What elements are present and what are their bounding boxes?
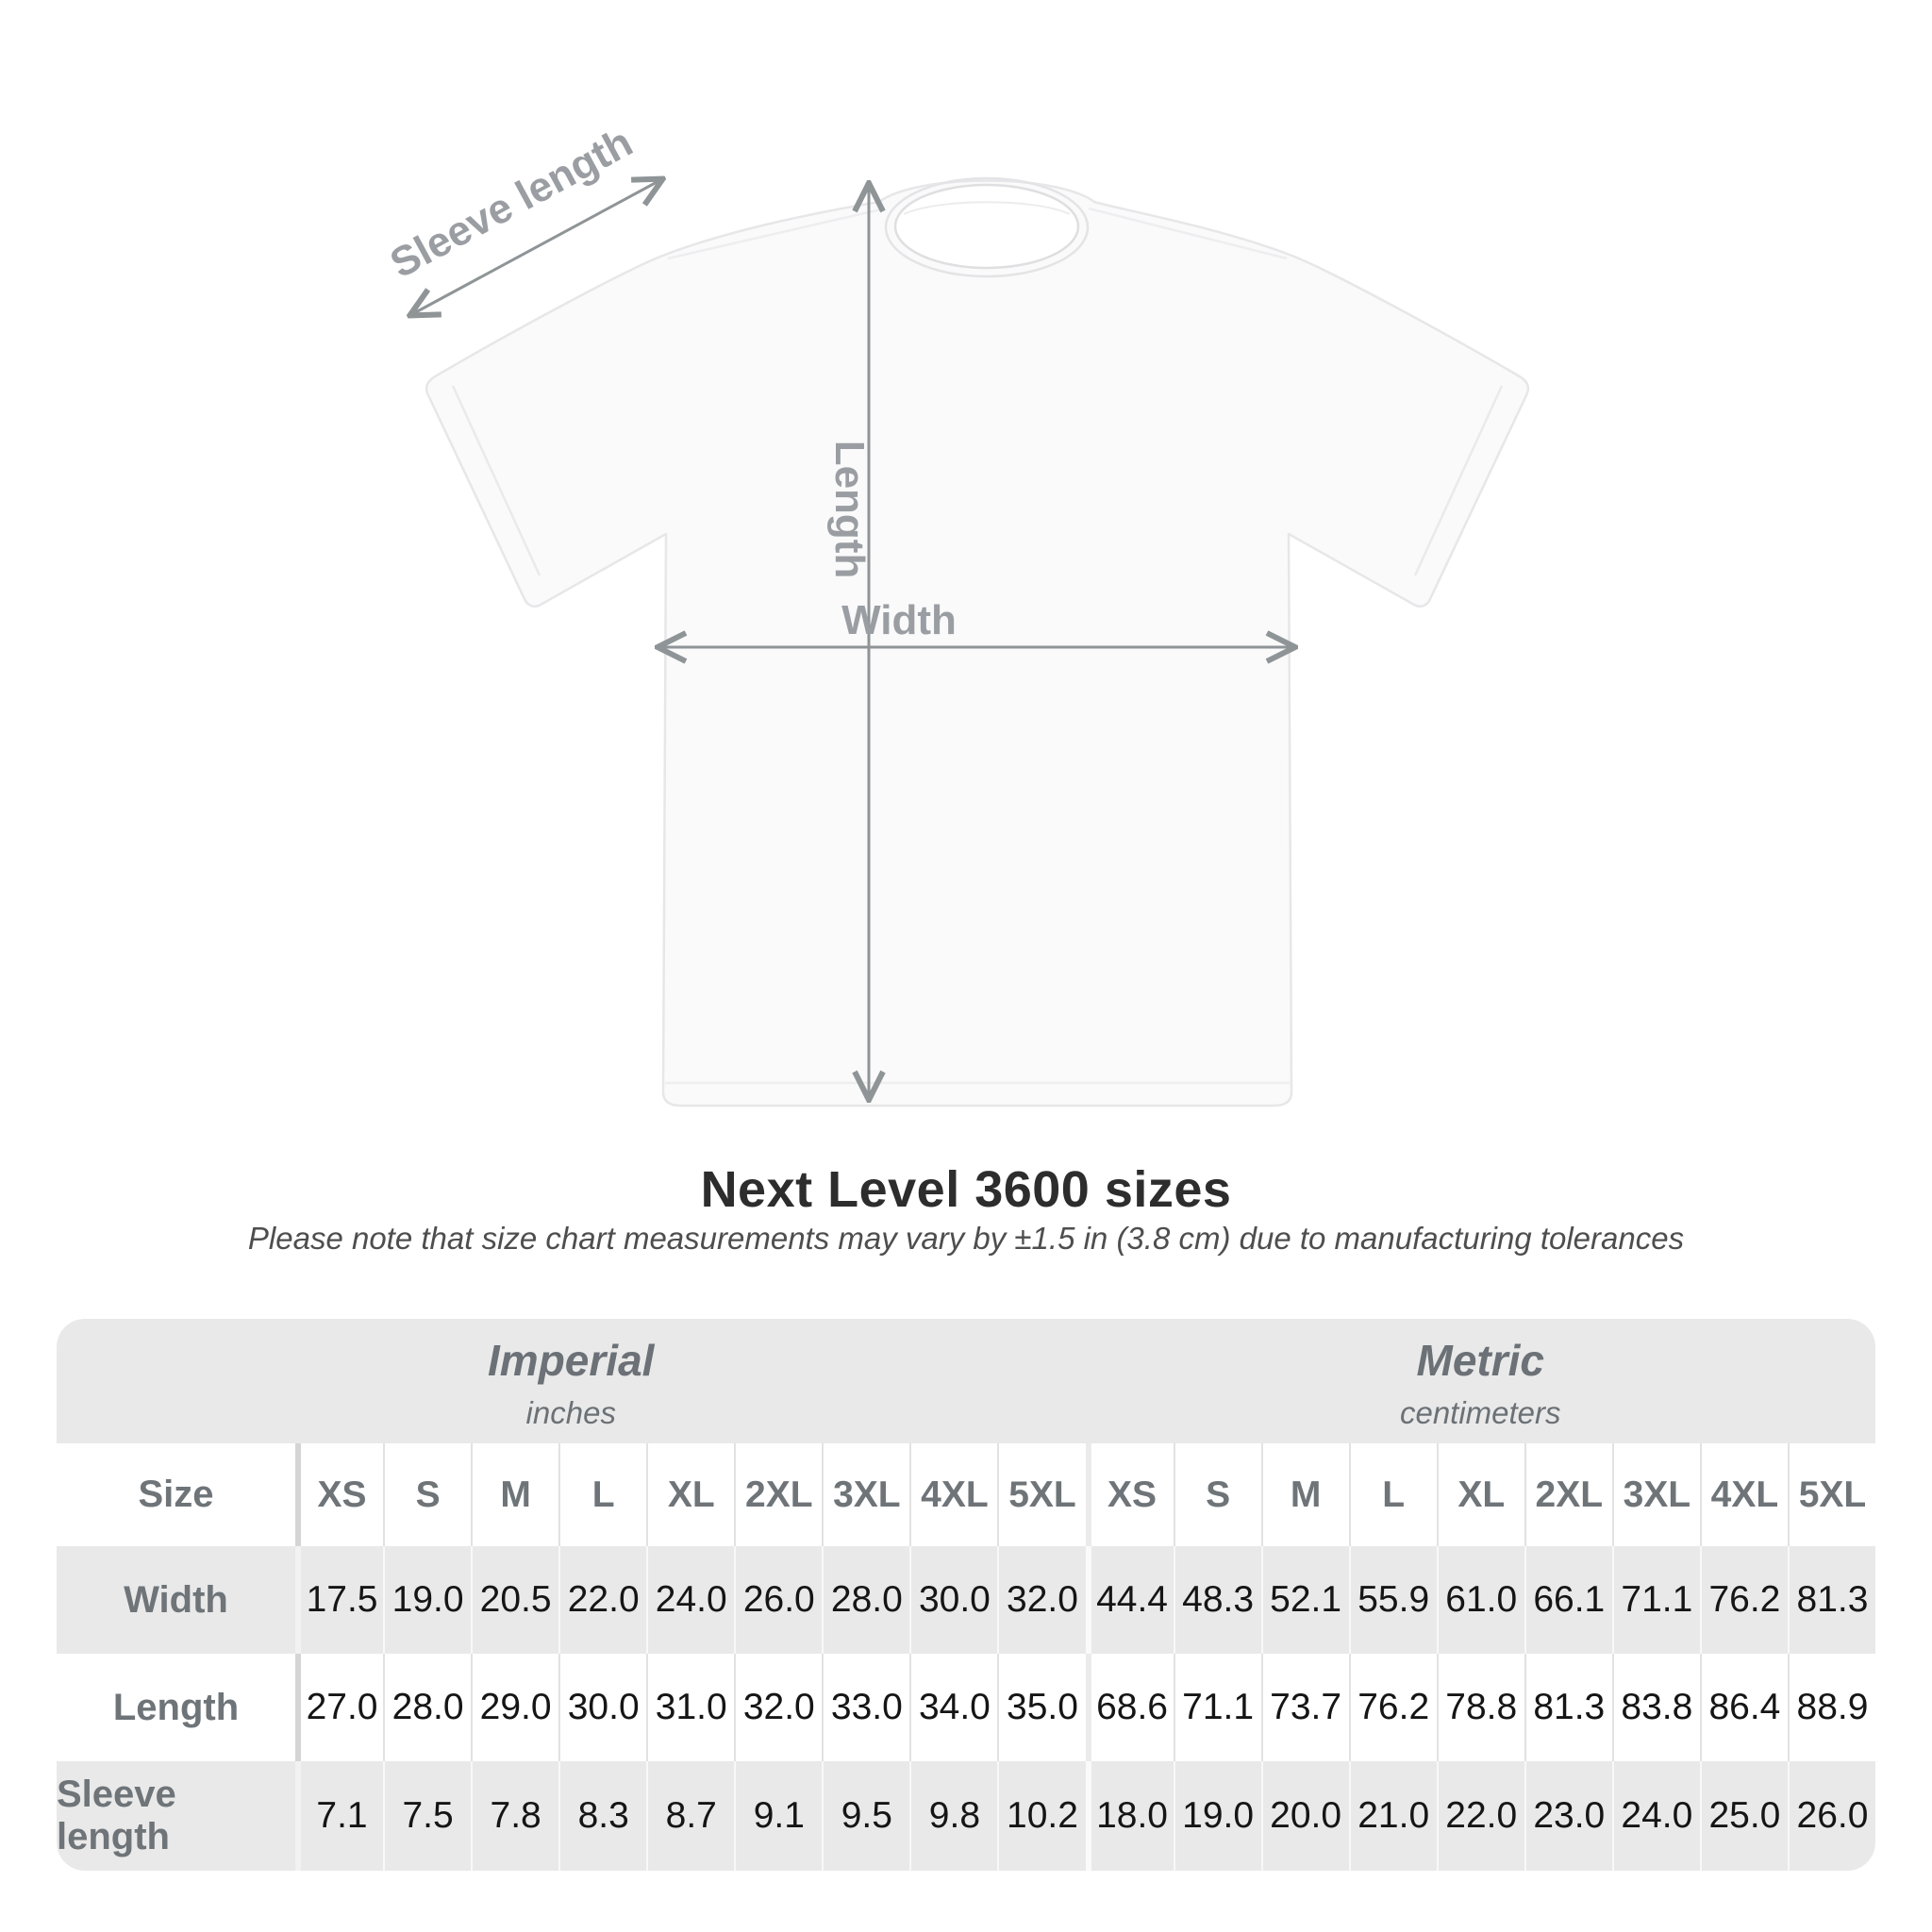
size-col-header: XS <box>295 1443 383 1546</box>
measurement-cell: 8.7 <box>646 1761 734 1871</box>
measurement-cell: 23.0 <box>1524 1761 1612 1871</box>
measurement-cell: 32.0 <box>997 1546 1085 1654</box>
measurement-cell: 66.1 <box>1524 1546 1612 1654</box>
measurement-cell: 88.9 <box>1788 1654 1875 1761</box>
measurement-cell: 19.0 <box>383 1546 471 1654</box>
measurement-cell: 35.0 <box>997 1654 1085 1761</box>
measurement-cell: 18.0 <box>1086 1761 1174 1871</box>
measurement-cell: 30.0 <box>909 1546 997 1654</box>
size-col-header: L <box>558 1443 646 1546</box>
measurement-cell: 71.1 <box>1612 1546 1700 1654</box>
size-col-header: 4XL <box>1700 1443 1788 1546</box>
measurement-cell: 81.3 <box>1788 1546 1875 1654</box>
metric-group-header <box>1086 1319 1876 1443</box>
measurement-cell: 25.0 <box>1700 1761 1788 1871</box>
measurement-cell: 21.0 <box>1349 1761 1437 1871</box>
imperial-group-header <box>57 1319 1086 1443</box>
row-label-sleeve-length: Sleeve length <box>57 1774 176 1857</box>
size-col-header: 5XL <box>997 1443 1085 1546</box>
length-label: Length <box>826 440 873 579</box>
measurement-cell: 34.0 <box>909 1654 997 1761</box>
measurement-cell: 61.0 <box>1437 1546 1524 1654</box>
imperial-group-unit: inches <box>525 1395 616 1430</box>
measurement-cell: 78.8 <box>1437 1654 1524 1761</box>
measurement-cell: 10.2 <box>997 1761 1085 1871</box>
measurement-cell: 24.0 <box>1612 1761 1700 1871</box>
size-col-header: XL <box>1437 1443 1524 1546</box>
measurement-cell: 8.3 <box>558 1761 646 1871</box>
measurement-cell: 29.0 <box>471 1654 558 1761</box>
measurement-cell: 7.8 <box>471 1761 558 1871</box>
measurement-cell: 73.7 <box>1261 1654 1349 1761</box>
measurement-cell: 26.0 <box>1788 1761 1875 1871</box>
sleeve-length-label: Sleeve length <box>382 119 641 288</box>
measurement-cell: 7.5 <box>383 1761 471 1871</box>
metric-group-name: Metric <box>1416 1336 1544 1385</box>
measurement-cell: 55.9 <box>1349 1546 1437 1654</box>
measurement-cell: 22.0 <box>1437 1761 1524 1871</box>
row-label-length: Length <box>57 1654 295 1761</box>
measurement-cell: 17.5 <box>295 1546 383 1654</box>
measurement-cell: 68.6 <box>1086 1654 1174 1761</box>
measurement-cell: 71.1 <box>1174 1654 1261 1761</box>
measurement-cell: 76.2 <box>1700 1546 1788 1654</box>
size-col-header: S <box>383 1443 471 1546</box>
measurement-cell: 30.0 <box>558 1654 646 1761</box>
measurement-cell: 27.0 <box>295 1654 383 1761</box>
measurement-cell: 81.3 <box>1524 1654 1612 1761</box>
measurement-cell: 28.0 <box>822 1546 909 1654</box>
measurement-cell: 7.1 <box>295 1761 383 1871</box>
measurement-cell: 33.0 <box>822 1654 909 1761</box>
imperial-group-name: Imperial <box>488 1336 655 1385</box>
page-subtitle: Please note that size chart measurements may vary by ±1.5 in (3.8 cm) due to manufacturing tolerances <box>247 1221 1685 1256</box>
measurement-cell: 31.0 <box>646 1654 734 1761</box>
tshirt-collar <box>886 178 1088 276</box>
page-title: Next Level 3600 sizes <box>700 1161 1232 1218</box>
measurement-cell: 19.0 <box>1174 1761 1261 1871</box>
size-col-header: L <box>1349 1443 1437 1546</box>
size-col-header: M <box>471 1443 558 1546</box>
measurement-cell: 28.0 <box>383 1654 471 1761</box>
measurement-cell: 9.5 <box>822 1761 909 1871</box>
measurement-cell: 48.3 <box>1174 1546 1261 1654</box>
size-col-header: XS <box>1086 1443 1174 1546</box>
measurement-cell: 20.0 <box>1261 1761 1349 1871</box>
size-col-header: S <box>1174 1443 1261 1546</box>
size-col-header: 3XL <box>1612 1443 1700 1546</box>
size-col-header: 2XL <box>734 1443 822 1546</box>
size-col-header: 5XL <box>1788 1443 1875 1546</box>
metric-group-unit: centimeters <box>1399 1395 1561 1430</box>
size-col-header: 2XL <box>1524 1443 1612 1546</box>
size-table <box>57 1319 1875 1871</box>
measurement-cell: 22.0 <box>558 1546 646 1654</box>
size-col-header: M <box>1261 1443 1349 1546</box>
size-col-header: 3XL <box>822 1443 909 1546</box>
size-col-header: 4XL <box>909 1443 997 1546</box>
size-col-header: XL <box>646 1443 734 1546</box>
row-label-width: Width <box>124 1578 228 1621</box>
measurement-cell: 52.1 <box>1261 1546 1349 1654</box>
measurement-cell: 83.8 <box>1612 1654 1700 1761</box>
measurement-cell: 44.4 <box>1086 1546 1174 1654</box>
measurement-cell: 20.5 <box>471 1546 558 1654</box>
measurement-cell: 26.0 <box>734 1546 822 1654</box>
measurement-cell: 24.0 <box>646 1546 734 1654</box>
measurement-cell: 76.2 <box>1349 1654 1437 1761</box>
measurement-cell: 86.4 <box>1700 1654 1788 1761</box>
size-row-label: Size <box>57 1443 295 1546</box>
measurement-cell: 9.1 <box>734 1761 822 1871</box>
tshirt-body <box>426 181 1528 1107</box>
measurement-cell: 9.8 <box>909 1761 997 1871</box>
measurement-cell: 32.0 <box>734 1654 822 1761</box>
width-label: Width <box>841 597 957 643</box>
